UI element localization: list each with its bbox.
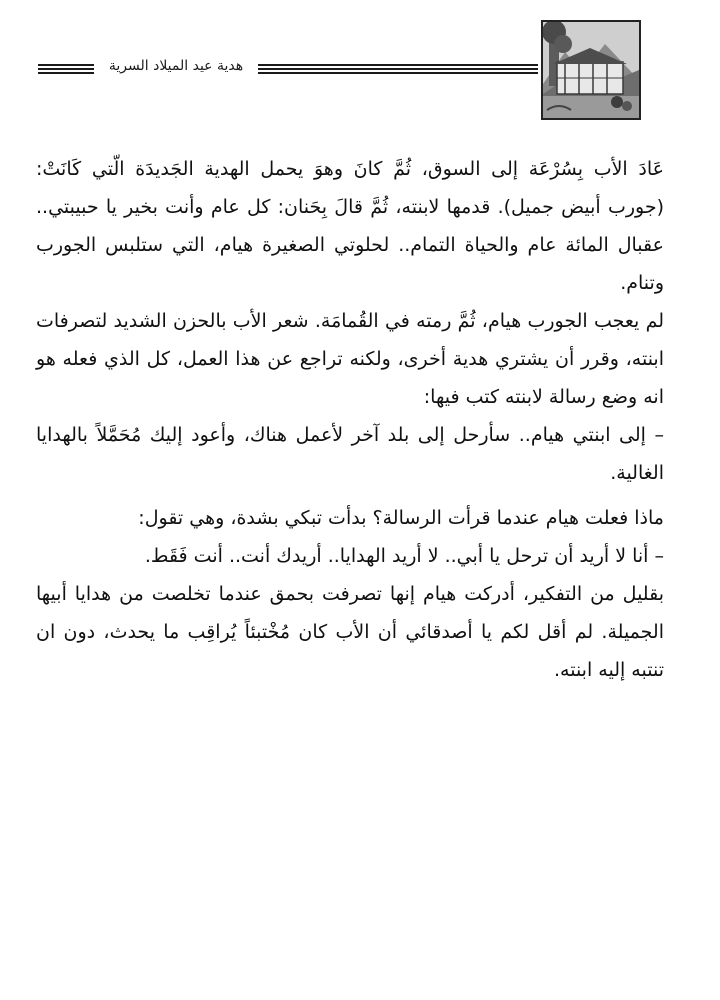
header-rule-left [38,64,94,75]
paragraph: ماذا فعلت هيام عندما قرأت الرسالة؟ بدأت تبكي بشدة، وهي تقول: [138,507,664,529]
header-rule-right [258,64,538,75]
paragraph: – إلى ابنتي هيام.. سأرحل إلى بلد آخر لأعمل هناك، وأعود إليك مُحَمَّلاً بالهدايا الغالية. [36,424,664,484]
paragraph: بقليل من التفكير، أدركت هيام إنها تصرفت بحمق عندما تخلصت من هدايا أبيها الجميلة. لم أقل لكم يا أصدقائي أن الأب كان مُخْتبئاً يُراقِب ما يحدث، دون ان تنتبه إليه ابنته. [36,583,664,681]
paragraph: عَادَ الأب بِسُرْعَة إلى السوق، ثُمَّ كانَ وهوَ يحمل الهدية الجَديدَة الّتي كَانَتْ: (جورب أبيض جميل). قدمها لابنته، ثُمَّ قالَ بِحَنان: كل عام وأنت بخير يا حبيبتي.. عقبال المائة عام والحياة التمام.. لحلوتي الصغيرة هيام، التي ستلبس الجورب وتنام. [36,158,664,294]
page-header [0,0,720,140]
story-scene-illustration [541,20,641,120]
running-title: هدية عيد الميلاد السرية [108,58,244,74]
paragraph: – أنا لا أريد أن ترحل يا أبي.. لا أريد الهدايا.. أريدك أنت.. أنت فَقَط. [144,545,664,567]
paragraph: لم يعجب الجورب هيام، ثُمَّ رمته في القُمامَة. شعر الأب بالحزن الشديد لتصرفات ابنته، وقرر أن يشتري هدية أخرى، ولكنه تراجع عن هذا العمل، كل الذي فعله هو انه وضع رسالة لابنته كتب فيها: [36,310,664,408]
story-text [36,150,664,689]
